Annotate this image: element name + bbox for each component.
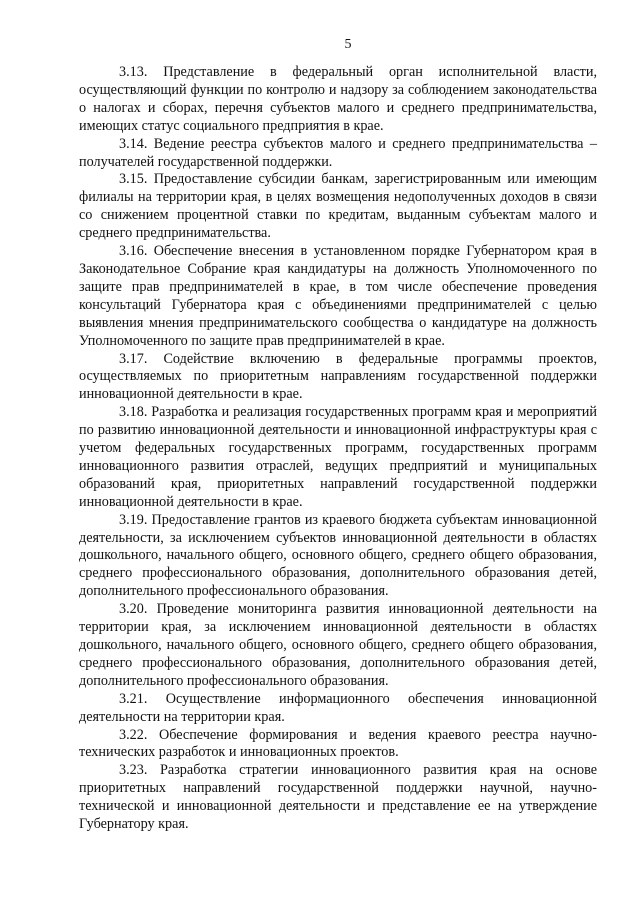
paragraph-3-16: 3.16. Обеспечение внесения в установленном порядке Губернатором края в Законодательное Собрание края кандидатуры на должность Уполномоченного по защите прав предпринимателей в крае, в том числе обеспечение проведения консультаций Губернатора края с объединениями предпринимателей с целью выявления мнения предпринимательского сообщества о кандидатуре на должность Уполномоченного по защите прав предпринимателей в крае.: [79, 243, 597, 349]
paragraph-3-17: 3.17. Содействие включению в федеральные программы проектов, осуществляемых по приоритетным направлениям государственной поддержки инновационной деятельности в крае.: [79, 350, 597, 403]
paragraph-3-18: 3.18. Разработка и реализация государственных программ края и мероприятий по развитию инновационной деятельности и инновационной инфраструктуры края с учетом федеральных государственных программ, государственных программ инновационного развития отраслей, ведущих предприятий и муниципальных образований края, приоритетных направлений государственной поддержки инновационной деятельности в крае.: [79, 404, 597, 510]
paragraph-3-21: 3.21. Осуществление информационного обеспечения инновационной деятельности на территории края.: [79, 690, 597, 725]
paragraph-3-22: 3.22. Обеспечение формирования и ведения краевого реестра научно-технических разработок и инновационных проектов.: [79, 726, 597, 761]
page-number: 5: [344, 37, 352, 52]
paragraph-3-14: 3.14. Ведение реестра субъектов малого и среднего предпринимательства – получателей государственной поддержки.: [79, 135, 597, 170]
paragraph-3-13: 3.13. Представление в федеральный орган исполнительной власти, осуществляющий функции по контролю и надзору за соблюдением законодательства о налогах и сборах, перечня субъектов малого и среднего предпринимательства, имеющих статус социального предприятия в крае.: [79, 64, 597, 134]
paragraph-3-19: 3.19. Предоставление грантов из краевого бюджета субъектам инновационной деятельности, за исключением субъектов инновационной деятельности в областях дошкольного, начального общего, основного общего, среднего общего образования, среднего профессионального образования, дополнительного образования детей, дополнительного профессионального образования.: [79, 511, 597, 600]
paragraph-3-15: 3.15. Предоставление субсидии банкам, зарегистрированным или имеющим филиалы на территории края, в целях возмещения недополученных доходов в связи со снижением процентной ставки по кредитам, выданным субъектам малого и среднего предпринимательства.: [79, 171, 597, 242]
paragraph-3-20: 3.20. Проведение мониторинга развития инновационной деятельности на территории края, за исключением инновационной деятельности в областях дошкольного, начального общего, основного общего, среднего общего образования, среднего профессионального образования, дополнительного образования детей, дополнительного профессионального образования.: [79, 601, 597, 689]
paragraph-3-23: 3.23. Разработка стратегии инновационного развития края на основе приоритетных направлений государственной поддержки научной, научно-технической и инновационной деятельности и представление ее на утверждение Губернатору края.: [79, 762, 597, 833]
